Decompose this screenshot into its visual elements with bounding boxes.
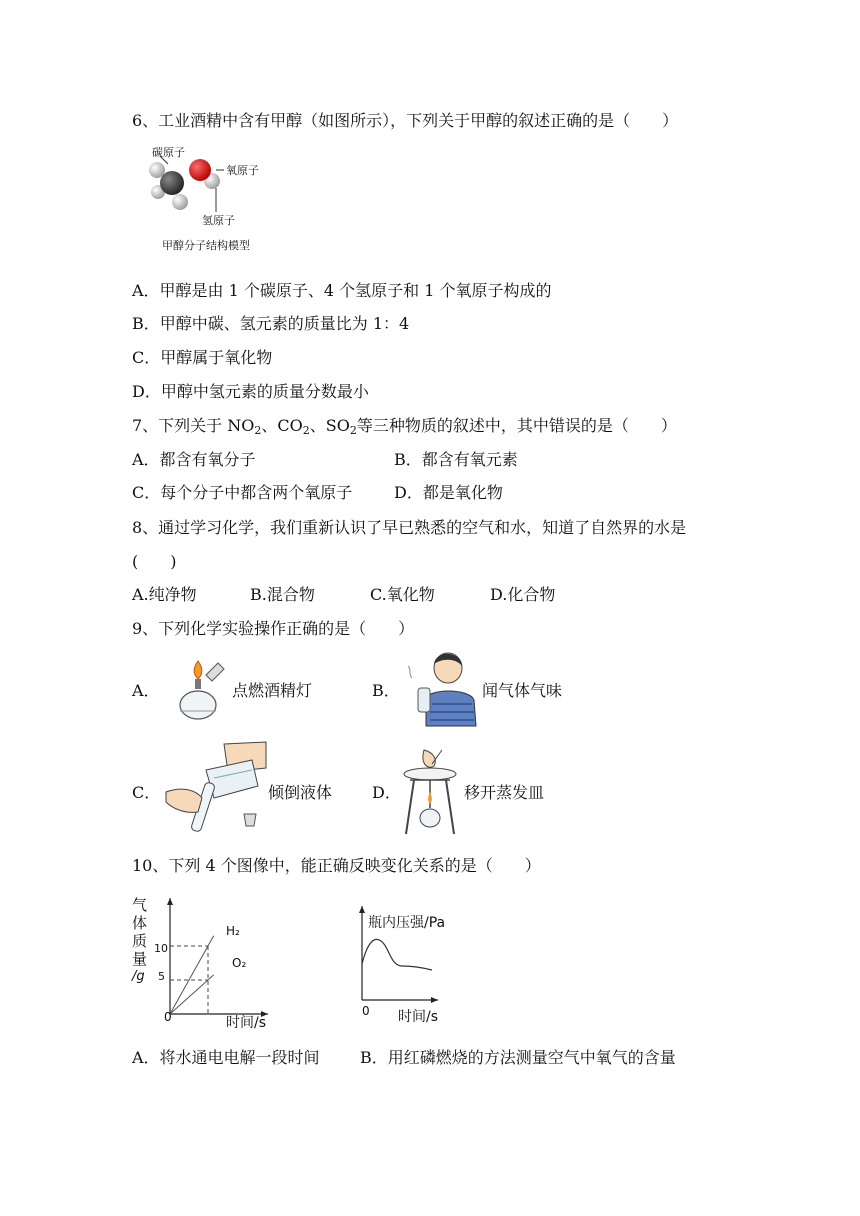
chart-a-series-h2: H₂ bbox=[226, 924, 240, 938]
q10-stem: 10、下列 4 个图像中，能正确反映变化关系的是（ ） bbox=[132, 856, 541, 875]
q8-stem-paren: ( ) bbox=[132, 552, 177, 571]
chart-a-y-arrow bbox=[167, 898, 173, 905]
q8-option-b: B.混合物 bbox=[250, 585, 315, 604]
chart-a-ytick-5: 5 bbox=[158, 970, 165, 983]
chart-a-line-h2 bbox=[170, 936, 214, 1014]
q8-option-d: D.化合物 bbox=[490, 585, 556, 604]
chart-b-x-arrow bbox=[431, 997, 438, 1003]
chart-a-ylabel: 气 体 质 量 /g bbox=[132, 896, 148, 984]
chart-a-plot bbox=[128, 890, 288, 1030]
q9-option-a-letter: A． bbox=[132, 681, 160, 700]
q6-option-d: D．甲醇中氢元素的质量分数最小 bbox=[132, 382, 369, 401]
evaporating-dish-icon bbox=[398, 748, 462, 838]
chart-a-line-o2 bbox=[170, 975, 214, 1014]
pouring-liquid-icon bbox=[162, 742, 266, 834]
q9-stem: 9、下列化学实验操作正确的是（ ） bbox=[132, 619, 415, 638]
chart-b-xlabel: 时间/s bbox=[398, 1009, 439, 1025]
chart-a bbox=[128, 890, 288, 1030]
q7-option-d: D．都是氧化物 bbox=[394, 483, 503, 502]
chart-b-origin: 0 bbox=[362, 1004, 370, 1018]
chart-a-series-o2: O₂ bbox=[232, 956, 247, 970]
chart-b bbox=[352, 900, 462, 1030]
carbon-label: 碳原子 bbox=[152, 146, 185, 159]
chart-a-origin: 0 bbox=[164, 1010, 172, 1024]
q9-option-b-text: 闻气体气味 bbox=[482, 681, 563, 700]
chart-a-ytick-10: 10 bbox=[154, 942, 168, 955]
alcohol-lamp-icon bbox=[168, 655, 228, 725]
q9-option-d-text: 移开蒸发皿 bbox=[464, 783, 545, 802]
q9-option-d-letter: D． bbox=[372, 783, 401, 802]
q7-stem: 7、下列关于 $NO_2$、$CO_2$、$SO_2$等三种物质的叙述中，其中错误的是（ ） bbox=[132, 416, 677, 437]
q6-stem: 6、工业酒精中含有甲醇（如图所示），下列关于甲醇的叙述正确的是（ ） bbox=[132, 111, 679, 130]
chart-b-pressure-curve bbox=[362, 939, 432, 970]
q6-option-a: A．甲醇是由 1 个碳原子、4 个氢原子和 1 个氧原子构成的 bbox=[132, 281, 552, 300]
figure-caption: 甲醇分子结构模型 bbox=[162, 239, 250, 252]
methanol-molecule-icon bbox=[140, 140, 280, 255]
methanol-figure bbox=[140, 140, 280, 255]
q9-option-c-text: 倾倒液体 bbox=[268, 783, 333, 802]
q9-option-a-text: 点燃酒精灯 bbox=[232, 681, 313, 700]
q7-option-c: C．每个分子中都含两个氧原子 bbox=[132, 483, 353, 502]
q10-option-a: A．将水通电电解一段时间 bbox=[132, 1048, 320, 1067]
chart-b-ylabel: 瓶内压强/Pa bbox=[368, 915, 446, 931]
q8-stem: 8、通过学习化学，我们重新认识了早已熟悉的空气和水，知道了自然界的水是 bbox=[132, 518, 687, 537]
q7-option-b: B．都含有氧元素 bbox=[394, 450, 518, 469]
hydrogen-label: 氢原子 bbox=[202, 214, 235, 227]
q6-option-b: B．甲醇中碳、氢元素的质量比为 1：4 bbox=[132, 314, 410, 333]
q8-option-c: C.氧化物 bbox=[370, 585, 435, 604]
chart-b-y-arrow bbox=[359, 906, 365, 913]
q9-option-b-letter: B． bbox=[372, 681, 400, 700]
q7-option-a: A．都含有氧分子 bbox=[132, 450, 256, 469]
smelling-gas-person-icon bbox=[402, 648, 480, 728]
oxygen-label: 氧原子 bbox=[226, 164, 259, 177]
q10-option-b: B．用红磷燃烧的方法测量空气中氧气的含量 bbox=[360, 1048, 676, 1067]
q9-option-c-letter: C． bbox=[132, 783, 161, 802]
q8-option-a: A.纯净物 bbox=[132, 585, 197, 604]
chart-a-xlabel: 时间/s bbox=[226, 1015, 267, 1031]
q6-option-c: C．甲醇属于氧化物 bbox=[132, 348, 273, 367]
